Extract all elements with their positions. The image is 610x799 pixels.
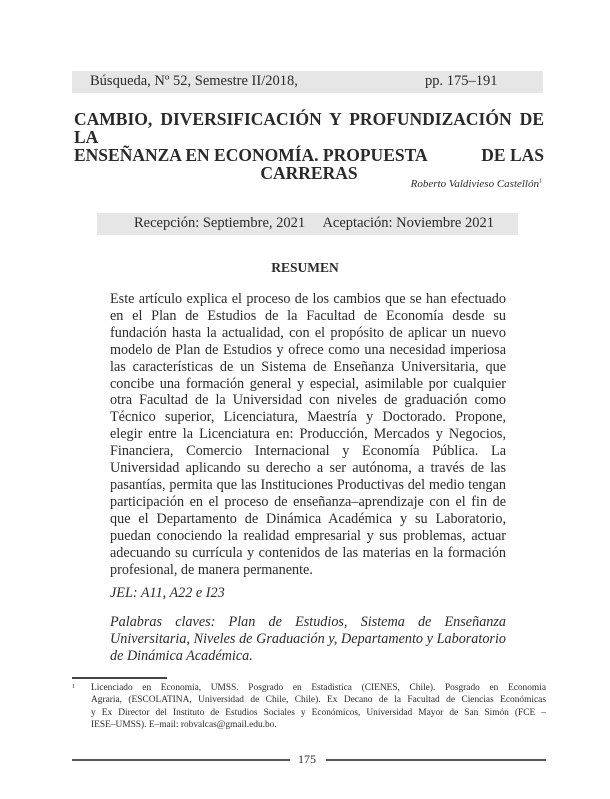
footnote-separator <box>72 677 167 679</box>
abstract-line: fundación hasta la actualidad, con el propósito de aplicar un nuevo <box>110 324 506 341</box>
abstract-line: las características de un Sistema de Enseñanza Universitaria, que <box>110 358 506 375</box>
page-range: pp. 175–191 <box>425 73 498 89</box>
title-line-3: CARRERAS <box>260 163 358 183</box>
author <box>411 178 542 190</box>
jel-codes: JEL: A11, A22 e I23 <box>110 585 225 601</box>
title-line-2-left: ENSEÑANZA EN ECONOMÍA. PROPUESTA <box>74 145 428 165</box>
author-footnote-ref[interactable]: 1 <box>539 178 542 185</box>
abstract-line: adecuando su currícula y contenidos de las materias en la formación <box>110 544 506 561</box>
footnote-line: Agraria, (ESCOLATINA, Universidad de Chile, Chile). Ex Decano de la Facultad de Ciencias Económicas <box>91 695 546 706</box>
abstract-line: participación en el proceso de enseñanza–aprendizaje con el fin de <box>110 493 506 510</box>
abstract-line: Financiera, Comercio Internacional y Economía Pública. La <box>110 443 506 460</box>
abstract-line: en el Plan de Estudios de la Facultad de Economía desde su <box>110 307 506 324</box>
abstract-line: Universidad aplicando su derecho a ser autónoma, a través de las <box>110 460 506 477</box>
keywords-line: de Dinámica Académica. <box>110 648 253 664</box>
abstract-heading: RESUMEN <box>271 260 339 275</box>
abstract-line: pasantías, permita que las Instituciones Productivas del medio tengan <box>110 476 506 493</box>
abstract-line: modelo de Plan de Estudios y ofrece como una necesidad imperiosa <box>110 341 506 358</box>
abstract-line: profesional, de manera permanente. <box>110 561 313 578</box>
footnote-line: y Ex Director del Instituto de Estudios Sociales y Económicos, Universidad Mayor de San Simón (FCE – <box>91 707 546 718</box>
author-name: Roberto Valdivieso Castellón <box>410 178 539 190</box>
keywords-line: Palabras claves: Plan de Estudios, Sistema de Enseñanza <box>110 614 506 630</box>
abstract-line: Este artículo explica el proceso de los cambios que se han efectuado <box>110 291 506 307</box>
footnote-line: Licenciado en Economia, UMSS. Posgrado en Estadistica (CIENES, Chile). Posgrado en Economia <box>91 683 546 693</box>
journal-info: Búsqueda, Nº 52, Semestre II/2018, <box>90 73 298 89</box>
abstract-line: puedan conociendo la realidad empresarial y sus problemas, actuar <box>110 527 506 544</box>
abstract-body <box>110 291 506 578</box>
title-line-2 <box>74 146 544 164</box>
abstract-line: concibe una formación general y especial, asimilable por cualquier <box>110 375 506 392</box>
footer-rule-right <box>326 759 546 761</box>
abstract-line: elegir entre la Licenciatura en: Producción, Mercados y Negocios, <box>110 426 506 443</box>
abstract-line: que el Departamento de Dinámica Académica y su Laboratorio, <box>110 510 506 527</box>
keywords-line: Universitaria, Niveles de Graduación y, Departamento y Laboratorio <box>110 631 506 647</box>
abstract-line: Técnico superior, Licenciatura, Maestría y Doctorado. Propone, <box>110 409 506 426</box>
abstract-line: otra Facultad de la Universidad con niveles de graduación como <box>110 392 506 409</box>
dates-bar <box>97 213 518 235</box>
footnote-line: IESE–UMSS). E–mail: robvalcas@gmail.edu.bo. <box>91 720 277 731</box>
keywords <box>110 614 506 665</box>
page-number: 175 <box>298 752 316 766</box>
reception-acceptance-dates: Recepción: Septiembre, 2021 Aceptación: Noviembre 2021 <box>134 215 494 231</box>
footer-rule-left <box>72 759 290 761</box>
title-line-2-right: DE LAS <box>481 145 544 165</box>
footnote-body <box>91 682 546 732</box>
footnote-mark: 1 <box>72 684 75 690</box>
running-header <box>72 71 543 93</box>
title-line-1: CAMBIO, DIVERSIFICACIÓN Y PROFUNDIZACIÓN DE LA <box>74 109 544 147</box>
